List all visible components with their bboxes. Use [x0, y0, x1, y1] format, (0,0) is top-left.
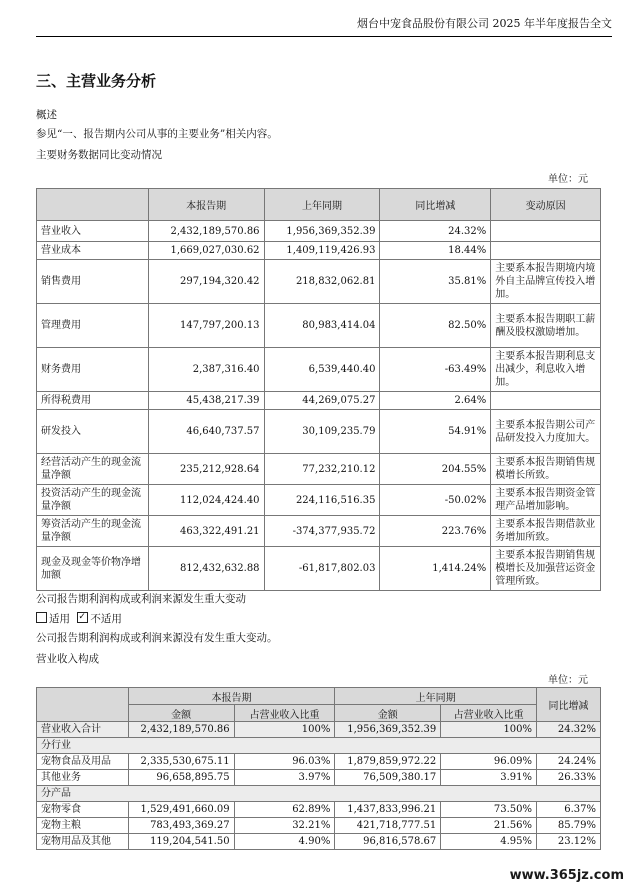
table-row — [37, 454, 601, 485]
prior-period-value: 6,539,440.40 — [264, 348, 380, 392]
current-period-value: 147,797,200.13 — [148, 304, 264, 348]
yoy-change-value: 24.32% — [380, 221, 491, 242]
section-label: 分行业 — [37, 738, 601, 754]
change-reason: 主要系本报告期资金管理产品增加影响。 — [491, 485, 601, 516]
table-row — [37, 802, 601, 818]
header-cell-amount: 金额 — [335, 705, 441, 722]
row-item-label: 经营活动产生的现金流量净额 — [37, 454, 149, 485]
change-reason: 主要系本报告期利息支出减少，利息收入增加。 — [491, 348, 601, 392]
header-cell-current: 本报告期 — [128, 688, 335, 705]
table-row — [37, 485, 601, 516]
yoy-change-value: 2.64% — [380, 392, 491, 410]
yoy-change-value: 223.76% — [380, 516, 491, 547]
current-ratio: 4.90% — [234, 834, 335, 850]
change-reason — [491, 392, 601, 410]
financial-change-table — [36, 188, 601, 591]
current-period-value: 112,024,424.40 — [148, 485, 264, 516]
option-not-applicable: 不适用 — [90, 613, 122, 625]
prior-period-value: 1,409,119,426.93 — [264, 242, 380, 260]
prior-amount: 421,718,777.51 — [335, 818, 441, 834]
table-row — [37, 392, 601, 410]
prior-period-value: 77,232,210.12 — [264, 454, 380, 485]
prior-period-value: 218,832,062.81 — [264, 260, 380, 304]
prior-period-value: 1,956,369,352.39 — [264, 221, 380, 242]
row-item-label: 营业成本 — [37, 242, 149, 260]
current-ratio: 62.89% — [234, 802, 335, 818]
current-ratio: 100% — [234, 722, 335, 738]
row-item-label: 其他业务 — [37, 770, 129, 786]
current-period-value: 2,387,316.40 — [148, 348, 264, 392]
row-item-label: 筹资活动产生的现金流量净额 — [37, 516, 149, 547]
section-row — [37, 738, 601, 754]
change-reason: 主要系本报告期境内境外自主品牌宣传投入增加。 — [491, 260, 601, 304]
header-cell-yoy: 同比增减 — [537, 688, 601, 722]
header-cell — [37, 189, 149, 221]
table-row — [37, 516, 601, 547]
table-row — [37, 242, 601, 260]
prior-ratio: 73.50% — [441, 802, 537, 818]
page-header — [36, 14, 612, 37]
header-title: 烟台中宠食品股份有限公司 2025 年半年度报告全文 — [357, 17, 612, 30]
yoy-change-value: 204.55% — [380, 454, 491, 485]
row-item-label: 销售费用 — [37, 260, 149, 304]
table-row — [37, 834, 601, 850]
change-reason — [491, 221, 601, 242]
table-header-row — [37, 189, 601, 221]
prior-ratio: 21.56% — [441, 818, 537, 834]
current-period-value: 45,438,217.39 — [148, 392, 264, 410]
current-period-value: 1,669,027,030.62 — [148, 242, 264, 260]
yoy-change: 26.33% — [537, 770, 601, 786]
yoy-change-value: 82.50% — [380, 304, 491, 348]
prior-amount: 76,509,380.17 — [335, 770, 441, 786]
prior-period-value: 44,269,075.27 — [264, 392, 380, 410]
checkbox-applicable — [36, 612, 47, 623]
prior-ratio: 4.95% — [441, 834, 537, 850]
table-row — [37, 722, 601, 738]
row-item-label: 营业收入合计 — [37, 722, 129, 738]
table-row — [37, 818, 601, 834]
current-amount: 119,204,541.50 — [128, 834, 234, 850]
current-amount: 2,432,189,570.86 — [128, 722, 234, 738]
table2-title: 营业收入构成 — [36, 653, 99, 665]
change-reason: 主要系本报告期销售规模增长所致。 — [491, 454, 601, 485]
change-reason: 主要系本报告期公司产品研发投入力度加大。 — [491, 410, 601, 454]
prior-ratio: 100% — [441, 722, 537, 738]
section-label: 分产品 — [37, 786, 601, 802]
table-row — [37, 304, 601, 348]
current-period-value: 812,432,632.88 — [148, 547, 264, 591]
table-header-row — [37, 688, 601, 705]
row-item-label: 宠物食品及用品 — [37, 754, 129, 770]
table-row — [37, 221, 601, 242]
change-reason: 主要系本报告期借款业务增加所致。 — [491, 516, 601, 547]
table-row — [37, 260, 601, 304]
prior-amount: 96,816,578.67 — [335, 834, 441, 850]
header-cell-amount: 金额 — [128, 705, 234, 722]
current-amount: 2,335,530,675.11 — [128, 754, 234, 770]
header-cell: 上年同期 — [264, 189, 380, 221]
change-reason: 主要系本报告期职工薪酬及股权激励增加。 — [491, 304, 601, 348]
current-amount: 96,658,895.75 — [128, 770, 234, 786]
change-reason: 主要系本报告期销售规模增长及加强营运资金管理所致。 — [491, 547, 601, 591]
section-row — [37, 786, 601, 802]
checkbox-not-applicable — [77, 612, 88, 623]
yoy-change-value: 18.44% — [380, 242, 491, 260]
change-reason — [491, 242, 601, 260]
table1-title: 主要财务数据同比变动情况 — [36, 149, 162, 161]
header-cell-ratio: 占营业收入比重 — [441, 705, 537, 722]
revenue-composition-table — [36, 687, 601, 850]
row-item-label: 所得税费用 — [37, 392, 149, 410]
option-applicable: 适用 — [49, 613, 70, 625]
profit-change-text: 公司报告期利润构成或利润来源发生重大变动 — [36, 593, 246, 605]
table-row — [37, 770, 601, 786]
yoy-change-value: -50.02% — [380, 485, 491, 516]
current-period-value: 297,194,320.42 — [148, 260, 264, 304]
yoy-change-value: 54.91% — [380, 410, 491, 454]
prior-ratio: 3.91% — [441, 770, 537, 786]
overview-text: 参见“一、报告期内公司从事的主要业务”相关内容。 — [36, 128, 278, 140]
yoy-change: 23.12% — [537, 834, 601, 850]
current-ratio: 3.97% — [234, 770, 335, 786]
header-cell: 变动原因 — [491, 189, 601, 221]
table-row — [37, 754, 601, 770]
prior-period-value: 80,983,414.04 — [264, 304, 380, 348]
watermark-text: www.365jz.com — [509, 868, 624, 883]
no-change-text: 公司报告期利润构成或利润来源没有发生重大变动。 — [36, 632, 278, 644]
overview-label: 概述 — [36, 109, 57, 121]
current-amount: 1,529,491,660.09 — [128, 802, 234, 818]
prior-period-value: -61,817,802.03 — [264, 547, 380, 591]
prior-period-value: 224,116,516.35 — [264, 485, 380, 516]
current-ratio: 96.03% — [234, 754, 335, 770]
table-row — [37, 410, 601, 454]
header-cell-prior: 上年同期 — [335, 688, 537, 705]
row-item-label: 宠物用品及其他 — [37, 834, 129, 850]
header-cell-blank — [37, 688, 129, 722]
row-item-label: 宠物零食 — [37, 802, 129, 818]
prior-amount: 1,956,369,352.39 — [335, 722, 441, 738]
prior-period-value: 30,109,235.79 — [264, 410, 380, 454]
row-item-label: 财务费用 — [37, 348, 149, 392]
header-cell: 同比增减 — [380, 189, 491, 221]
prior-ratio: 96.09% — [441, 754, 537, 770]
prior-period-value: -374,377,935.72 — [264, 516, 380, 547]
current-ratio: 32.21% — [234, 818, 335, 834]
yoy-change-value: -63.49% — [380, 348, 491, 392]
table1-unit: 单位：元 — [548, 174, 588, 185]
yoy-change: 85.79% — [537, 818, 601, 834]
yoy-change: 24.32% — [537, 722, 601, 738]
yoy-change-value: 35.81% — [380, 260, 491, 304]
table-row — [37, 348, 601, 392]
header-cell: 本报告期 — [148, 189, 264, 221]
table-row — [37, 547, 601, 591]
prior-amount: 1,437,833,996.21 — [335, 802, 441, 818]
row-item-label: 现金及现金等价物净增加额 — [37, 547, 149, 591]
header-cell-ratio: 占营业收入比重 — [234, 705, 335, 722]
current-period-value: 463,322,491.21 — [148, 516, 264, 547]
row-item-label: 宠物主粮 — [37, 818, 129, 834]
current-period-value: 2,432,189,570.86 — [148, 221, 264, 242]
yoy-change-value: 1,414.24% — [380, 547, 491, 591]
applicable-options — [36, 612, 122, 626]
current-period-value: 46,640,737.57 — [148, 410, 264, 454]
row-item-label: 营业收入 — [37, 221, 149, 242]
yoy-change: 24.24% — [537, 754, 601, 770]
row-item-label: 投资活动产生的现金流量净额 — [37, 485, 149, 516]
prior-amount: 1,879,859,972.22 — [335, 754, 441, 770]
current-amount: 783,493,369.27 — [128, 818, 234, 834]
yoy-change: 6.37% — [537, 802, 601, 818]
table2-unit: 单位：元 — [548, 675, 588, 686]
current-period-value: 235,212,928.64 — [148, 454, 264, 485]
section-title: 三、主营业务分析 — [36, 72, 157, 90]
row-item-label: 管理费用 — [37, 304, 149, 348]
row-item-label: 研发投入 — [37, 410, 149, 454]
